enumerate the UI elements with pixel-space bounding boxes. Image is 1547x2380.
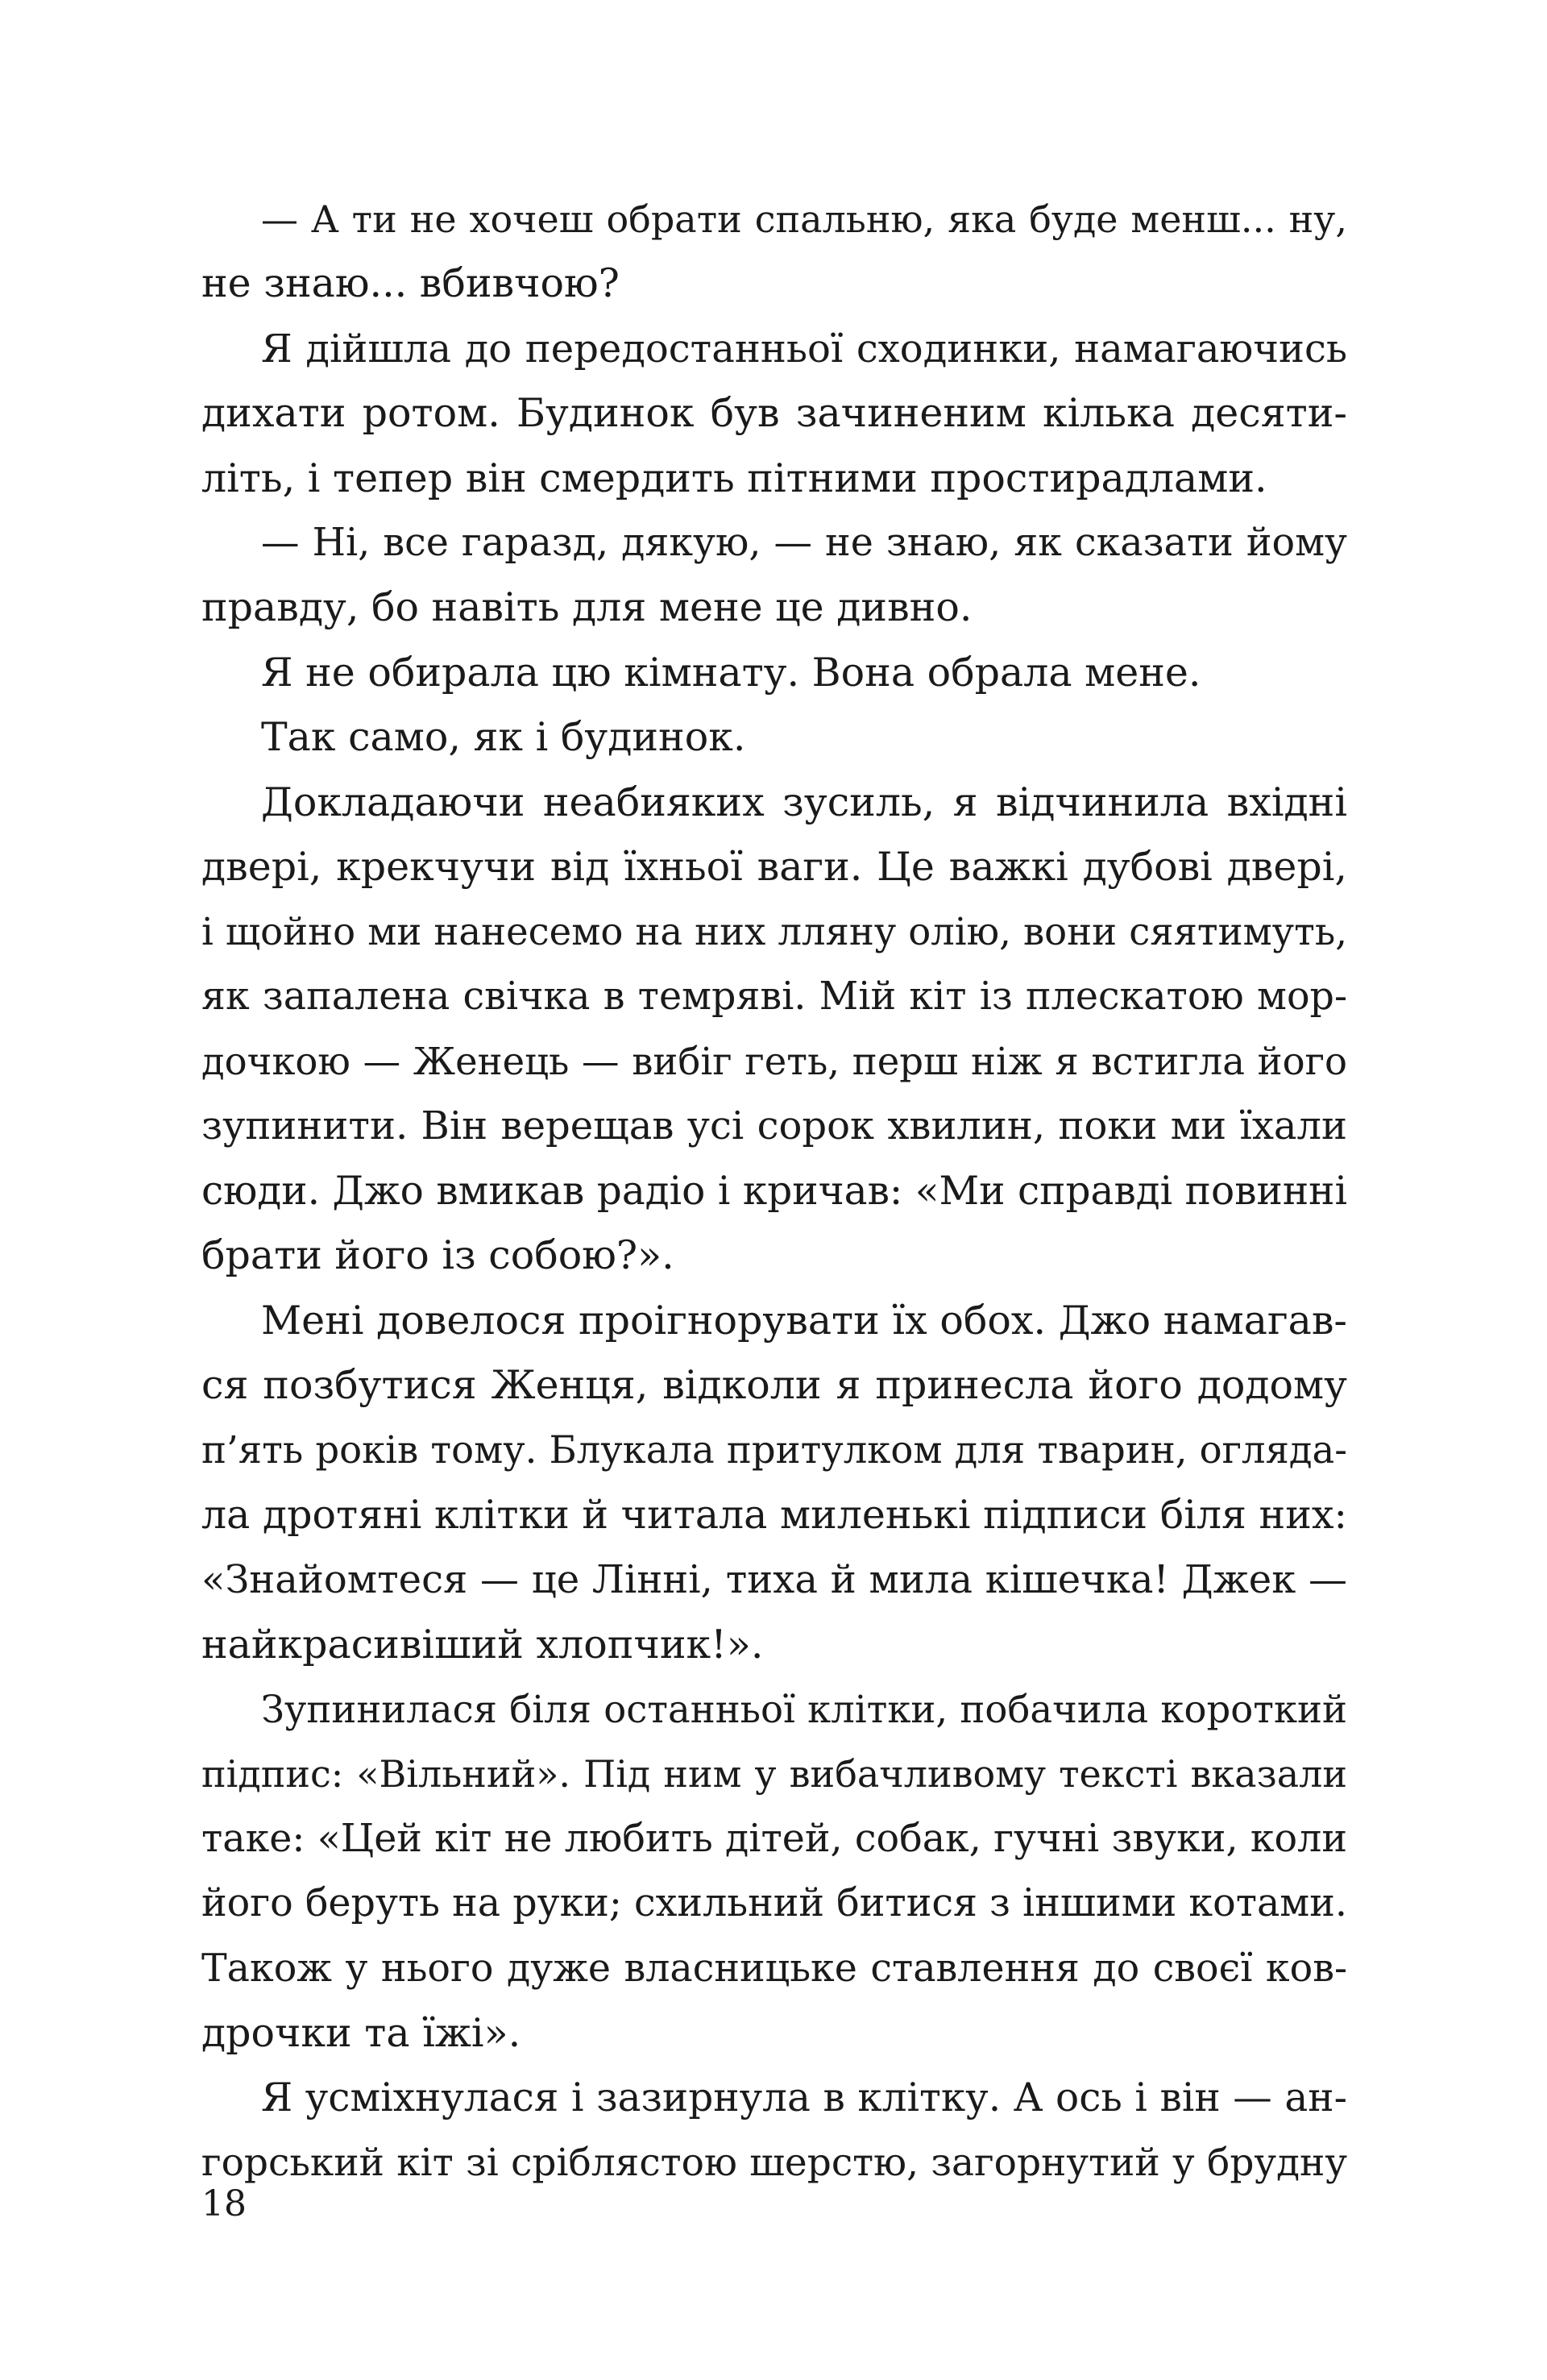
text-line: зупинити. Він верещав усі сорок хвилин, поки ми їхали: [201, 1103, 1347, 1149]
text-line: брати його із собою?».: [201, 1232, 674, 1279]
text-line: дихати ротом. Будинок був зачиненим кілька десяти-: [201, 390, 1347, 437]
text-line: літь, і тепер він смердить пітними простирадлами.: [201, 455, 1267, 501]
text-line: п’ять років тому. Блукала притулком для тварин, огляда-: [201, 1428, 1347, 1472]
text-line: сюди. Джо вмикав радіо і кричав: «Ми справді повинні: [201, 1168, 1347, 1214]
text-line: горський кіт зі сріблястою шерстю, загорнутий у брудну: [201, 2140, 1347, 2185]
page-number: 18: [201, 2183, 247, 2224]
text-line: Зупинилася біля останньої клітки, побачила короткий: [261, 1687, 1347, 1731]
text-line: як запалена свічка в темряві. Мій кіт із плескатою мор-: [201, 974, 1347, 1019]
text-line: — А ти не хочеш обрати спальню, яка буде менш... ну,: [261, 197, 1347, 241]
text-line: Так само, як і будинок.: [261, 714, 746, 761]
text-line: його беруть на руки; схильний битися з іншими котами.: [201, 1881, 1348, 1926]
text-line: найкрасивіший хлопчик!».: [201, 1621, 764, 1668]
text-line: і щойно ми нанесемо на них лляну олію, вони сяятимуть,: [201, 910, 1347, 954]
text-line: Я дійшла до передостанньої сходинки, намагаючись: [261, 326, 1347, 372]
text-line: двері, крекчучи від їхньої ваги. Це важкі дубові двері,: [201, 843, 1347, 890]
body-text: [201, 187, 1347, 2195]
text-line: Я не обирала цю кімнату. Вона обрала мене.: [261, 649, 1201, 696]
text-line: дрочки та їжі».: [201, 2009, 521, 2056]
text-line: не знаю... вбивчою?: [201, 260, 620, 307]
text-line: «Знайомтеся — це Лінні, тиха й мила кішечка! Джек —: [201, 1557, 1347, 1603]
text-line: Також у нього дуже власницьке ставлення до своєї ков-: [201, 1946, 1347, 1991]
text-line: ся позбутися Женця, відколи я принесла його додому: [201, 1362, 1347, 1409]
text-line: — Ні, все гаразд, дякую, — не знаю, як сказати йому: [261, 520, 1347, 565]
text-line: дочкою — Женець — вибіг геть, перш ніж я встигла його: [201, 1040, 1347, 1084]
text-line: Я усміхнулася і зазирнула в клітку. А ось і він — ан-: [261, 2075, 1347, 2121]
text-line: Докладаючи неабияких зусиль, я відчинила вхідні: [261, 779, 1347, 825]
text-line: правду, бо навіть для мене це дивно.: [201, 584, 973, 631]
text-line: підпис: «Вільний». Під ним у вибачливому тексті вказали: [201, 1752, 1347, 1796]
text-line: Мені довелося проігнорувати їх обох. Джо намагав-: [261, 1297, 1347, 1344]
text-line: таке: «Цей кіт не любить дітей, собак, гучні звуки, коли: [201, 1816, 1347, 1861]
text-line: ла дротяні клітки й читала миленькі підписи біля них:: [201, 1491, 1347, 1538]
